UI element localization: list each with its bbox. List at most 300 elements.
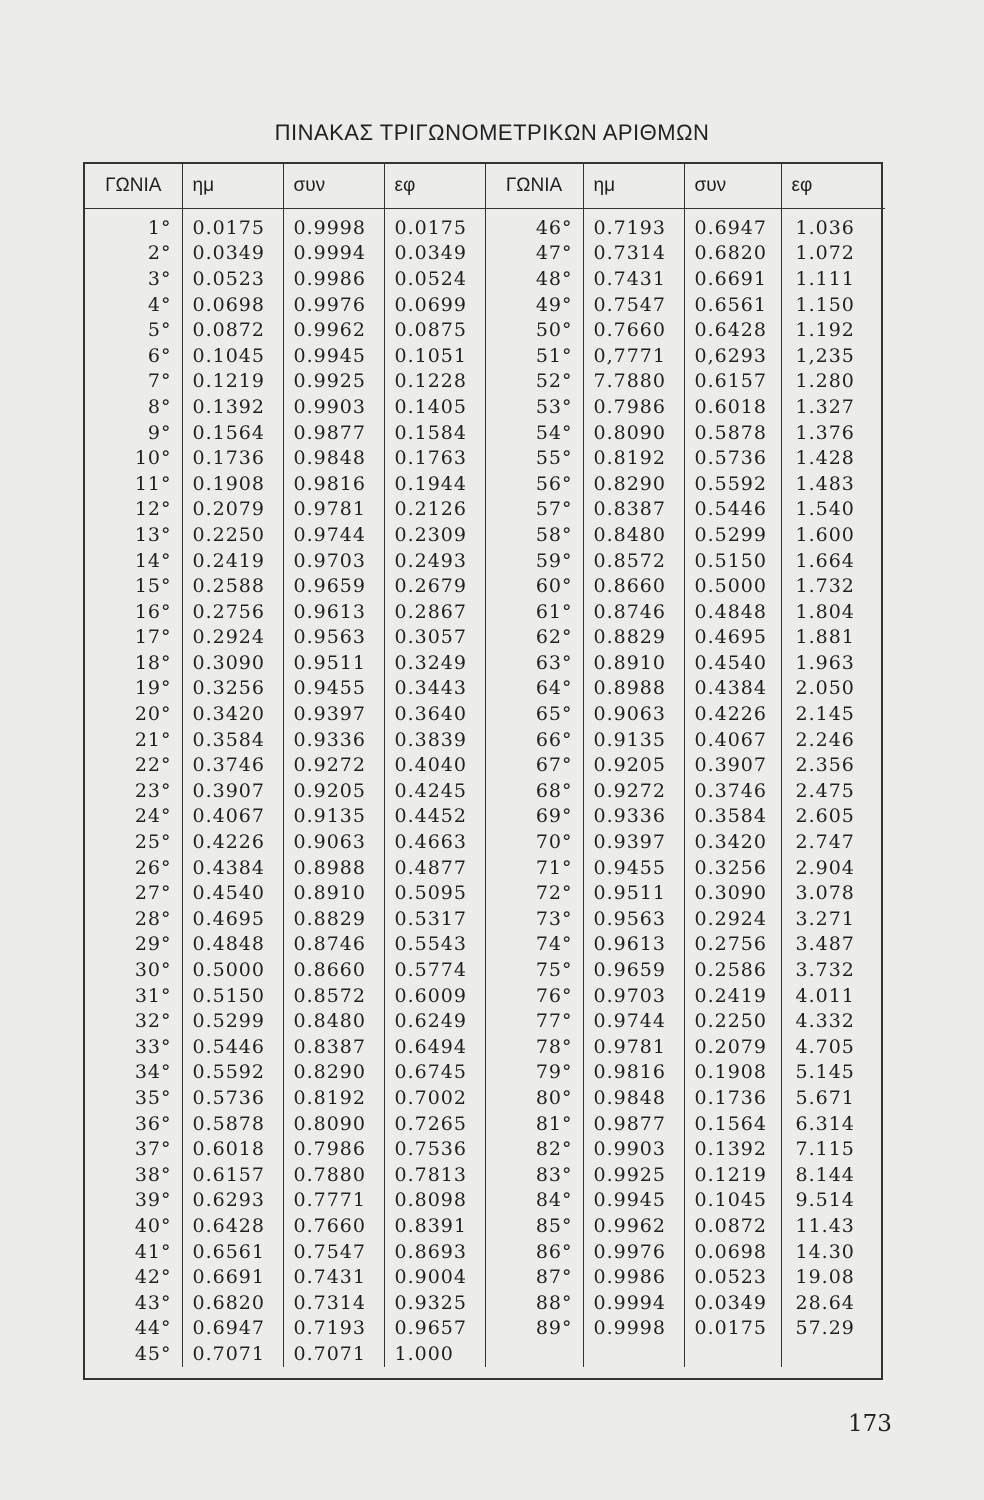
left-sin-cell: 0.1564 — [182, 420, 283, 446]
left-sin-cell: 0.0175 — [182, 209, 283, 241]
right-cos-cell: 0.0175 — [684, 1316, 781, 1342]
left-tan-cell: 0.2309 — [384, 522, 485, 548]
right-cos-cell: 0.4848 — [684, 599, 781, 625]
table-row — [85, 471, 885, 497]
left-sin-cell: 0.2756 — [182, 599, 283, 625]
right-tan-cell: 4.332 — [795, 1010, 855, 1033]
right-sin-cell: 0.9877 — [583, 1111, 684, 1137]
left-sin-cell: 0.4067 — [182, 804, 283, 830]
right-tan-cell: 1.111 — [795, 267, 855, 290]
right-cos-cell: 0.4226 — [684, 701, 781, 727]
right-sin-cell: 0.9998 — [583, 1316, 684, 1342]
left-angle-cell: 8° — [85, 394, 182, 420]
table-row — [85, 317, 885, 343]
right-tan-cell: 3.487 — [795, 933, 855, 956]
left-sin-cell: 0.0523 — [182, 266, 283, 292]
left-cos-cell: 0.9816 — [283, 471, 384, 497]
left-angle-cell: 1° — [85, 209, 182, 241]
right-cos-cell: 0.2924 — [684, 906, 781, 932]
table-row — [85, 209, 885, 241]
right-sin-cell: 0.8290 — [583, 471, 684, 497]
left-sin-cell: 0.6018 — [182, 1136, 283, 1162]
left-tan-cell: 0.1584 — [384, 420, 485, 446]
right-cos-cell: 0.3907 — [684, 752, 781, 778]
left-sin-cell: 0.5446 — [182, 1034, 283, 1060]
right-cos-cell: 0.3090 — [684, 880, 781, 906]
left-tan-cell: 0.3839 — [384, 727, 485, 753]
left-angle-cell: 39° — [85, 1188, 182, 1214]
left-cos-cell: 0.9063 — [283, 829, 384, 855]
right-sin-cell: 0.9744 — [583, 1008, 684, 1034]
right-tan-cell: 1.963 — [795, 651, 855, 674]
left-tan-cell: 0.4452 — [384, 804, 485, 830]
right-cos-cell: 0.3746 — [684, 778, 781, 804]
left-sin-cell: 0.5150 — [182, 983, 283, 1009]
header-tan-right: εφ — [781, 164, 885, 209]
table-row — [85, 804, 885, 830]
right-cos-cell: 0.6691 — [684, 266, 781, 292]
left-angle-cell: 12° — [85, 497, 182, 523]
right-cos-cell — [684, 1341, 781, 1367]
left-sin-cell: 0.3584 — [182, 727, 283, 753]
table-row — [85, 292, 885, 318]
table-row — [85, 1111, 885, 1137]
right-angle-cell: 56° — [485, 471, 583, 497]
left-angle-cell: 37° — [85, 1136, 182, 1162]
left-sin-cell: 0.5000 — [182, 957, 283, 983]
left-sin-cell: 0.3907 — [182, 778, 283, 804]
right-cos-cell: 0.2419 — [684, 983, 781, 1009]
page-title: ΠΙΝΑΚΑΣ ΤΡΙΓΩΝΟΜΕΤΡΙΚΩΝ ΑΡΙΘΜΩΝ — [274, 120, 710, 145]
left-angle-cell: 32° — [85, 1008, 182, 1034]
left-angle-cell: 29° — [85, 932, 182, 958]
left-cos-cell: 0.7547 — [283, 1239, 384, 1265]
left-tan-cell: 0.9657 — [384, 1316, 485, 1342]
right-cos-cell: 0.5446 — [684, 497, 781, 523]
right-cos-cell: 0.4384 — [684, 676, 781, 702]
left-angle-cell: 28° — [85, 906, 182, 932]
right-cos-cell: 0.1219 — [684, 1162, 781, 1188]
table-row — [85, 497, 885, 523]
right-sin-cell: 7.7880 — [583, 369, 684, 395]
right-tan-cell: 2.904 — [795, 856, 855, 879]
left-tan-cell: 0.3249 — [384, 650, 485, 676]
right-tan-cell: 3.078 — [795, 882, 855, 905]
left-angle-cell: 4° — [85, 292, 182, 318]
left-sin-cell: 0.1219 — [182, 369, 283, 395]
left-tan-cell: 0.9004 — [384, 1264, 485, 1290]
left-angle-cell: 27° — [85, 880, 182, 906]
header-angle-left: ΓΩΝΙΑ — [85, 164, 182, 209]
left-cos-cell: 0.7660 — [283, 1213, 384, 1239]
left-sin-cell: 0.6561 — [182, 1239, 283, 1265]
right-tan-cell: 5.671 — [795, 1086, 855, 1109]
table-row — [85, 752, 885, 778]
table-row — [85, 906, 885, 932]
table-row — [85, 1264, 885, 1290]
header-row — [85, 164, 885, 209]
table-row — [85, 266, 885, 292]
right-angle-cell: 88° — [485, 1290, 583, 1316]
right-sin-cell: 0.9397 — [583, 829, 684, 855]
right-angle-cell: 71° — [485, 855, 583, 881]
header-cos-left: συν — [283, 164, 384, 209]
table-row — [85, 625, 885, 651]
table-row — [85, 394, 885, 420]
left-cos-cell: 0.9781 — [283, 497, 384, 523]
left-cos-cell: 0.8660 — [283, 957, 384, 983]
left-tan-cell: 0.1763 — [384, 445, 485, 471]
left-angle-cell: 31° — [85, 983, 182, 1009]
left-tan-cell: 0.1051 — [384, 343, 485, 369]
right-tan-cell: 1.600 — [795, 523, 855, 546]
right-angle-cell: 74° — [485, 932, 583, 958]
right-tan-cell: 2.246 — [795, 728, 855, 751]
right-tan-cell: 11.43 — [795, 1214, 855, 1237]
right-tan-cell: 2.747 — [795, 831, 855, 854]
right-tan-cell: 57.29 — [795, 1317, 855, 1340]
left-angle-cell: 10° — [85, 445, 182, 471]
right-cos-cell: 0.2250 — [684, 1008, 781, 1034]
left-angle-cell: 34° — [85, 1060, 182, 1086]
left-tan-cell: 0.0875 — [384, 317, 485, 343]
left-angle-cell: 2° — [85, 241, 182, 267]
right-sin-cell: 0.8480 — [583, 522, 684, 548]
table-row — [85, 343, 885, 369]
right-cos-cell: 0.2079 — [684, 1034, 781, 1060]
right-tan-cell: 28.64 — [795, 1291, 855, 1314]
right-tan-cell — [781, 1341, 885, 1367]
right-angle-cell: 75° — [485, 957, 583, 983]
right-tan-cell: 2.050 — [795, 677, 855, 700]
left-sin-cell: 0.6691 — [182, 1264, 283, 1290]
left-sin-cell: 0.3090 — [182, 650, 283, 676]
left-angle-cell: 15° — [85, 573, 182, 599]
right-angle-cell: 70° — [485, 829, 583, 855]
right-sin-cell: 0.8387 — [583, 497, 684, 523]
left-tan-cell: 0.7002 — [384, 1085, 485, 1111]
right-sin-cell: 0,7771 — [583, 343, 684, 369]
right-angle-cell: 85° — [485, 1213, 583, 1239]
right-sin-cell: 0.8829 — [583, 625, 684, 651]
table-row — [85, 650, 885, 676]
right-angle-cell: 78° — [485, 1034, 583, 1060]
left-angle-cell: 14° — [85, 548, 182, 574]
right-sin-cell: 0.7660 — [583, 317, 684, 343]
right-sin-cell: 0.8572 — [583, 548, 684, 574]
right-tan-cell: 1.376 — [795, 421, 855, 444]
left-cos-cell: 0.8480 — [283, 1008, 384, 1034]
table-row — [85, 1008, 885, 1034]
right-angle-cell: 46° — [485, 209, 583, 241]
left-angle-cell: 24° — [85, 804, 182, 830]
right-tan-cell: 2.605 — [795, 805, 855, 828]
left-sin-cell: 0.4695 — [182, 906, 283, 932]
right-angle-cell: 64° — [485, 676, 583, 702]
table-row — [85, 1290, 885, 1316]
table-row — [85, 1060, 885, 1086]
left-tan-cell: 0.6249 — [384, 1008, 485, 1034]
left-cos-cell: 0.9848 — [283, 445, 384, 471]
table-row — [85, 1136, 885, 1162]
left-angle-cell: 38° — [85, 1162, 182, 1188]
right-cos-cell: 0.5878 — [684, 420, 781, 446]
right-tan-cell: 1.881 — [795, 626, 855, 649]
right-cos-cell: 0.3256 — [684, 855, 781, 881]
left-tan-cell: 0.1944 — [384, 471, 485, 497]
left-tan-cell: 0.0699 — [384, 292, 485, 318]
left-sin-cell: 0.3420 — [182, 701, 283, 727]
left-angle-cell: 13° — [85, 522, 182, 548]
left-cos-cell: 0.9511 — [283, 650, 384, 676]
right-cos-cell: 0.1045 — [684, 1188, 781, 1214]
table-row — [85, 241, 885, 267]
right-sin-cell: 0.8746 — [583, 599, 684, 625]
right-tan-cell: 1.804 — [795, 600, 855, 623]
table-row — [85, 983, 885, 1009]
left-angle-cell: 44° — [85, 1316, 182, 1342]
right-tan-cell: 9.514 — [795, 1189, 855, 1212]
left-sin-cell: 0.1392 — [182, 394, 283, 420]
right-tan-cell: 1.036 — [795, 216, 855, 239]
right-sin-cell: 0.7986 — [583, 394, 684, 420]
left-tan-cell: 0.4245 — [384, 778, 485, 804]
table-row — [85, 1213, 885, 1239]
right-sin-cell: 0.8192 — [583, 445, 684, 471]
left-sin-cell: 0.5878 — [182, 1111, 283, 1137]
left-cos-cell: 0.9659 — [283, 573, 384, 599]
right-cos-cell: 0.6018 — [684, 394, 781, 420]
left-tan-cell: 0.2679 — [384, 573, 485, 599]
left-angle-cell: 41° — [85, 1239, 182, 1265]
left-angle-cell: 5° — [85, 317, 182, 343]
table-row — [85, 880, 885, 906]
left-angle-cell: 3° — [85, 266, 182, 292]
left-cos-cell: 0.7431 — [283, 1264, 384, 1290]
right-tan-cell: 19.08 — [795, 1266, 855, 1289]
right-sin-cell: 0.8910 — [583, 650, 684, 676]
right-sin-cell: 0.9659 — [583, 957, 684, 983]
left-angle-cell: 25° — [85, 829, 182, 855]
left-sin-cell: 0.7071 — [182, 1341, 283, 1367]
trig-table — [85, 164, 885, 1367]
right-tan-cell: 3.271 — [795, 907, 855, 930]
right-tan-cell: 5.145 — [795, 1061, 855, 1084]
left-cos-cell: 0.9703 — [283, 548, 384, 574]
right-angle-cell: 47° — [485, 241, 583, 267]
right-cos-cell: 0.1392 — [684, 1136, 781, 1162]
left-sin-cell: 0.2588 — [182, 573, 283, 599]
right-tan-cell: 1,235 — [795, 344, 855, 367]
left-sin-cell: 0.1908 — [182, 471, 283, 497]
left-sin-cell: 0.1736 — [182, 445, 283, 471]
right-cos-cell: 0.0698 — [684, 1239, 781, 1265]
right-angle-cell: 55° — [485, 445, 583, 471]
left-sin-cell: 0.3746 — [182, 752, 283, 778]
right-cos-cell: 0.0872 — [684, 1213, 781, 1239]
table-row — [85, 573, 885, 599]
table-row — [85, 676, 885, 702]
table-row — [85, 1239, 885, 1265]
right-cos-cell: 0.4540 — [684, 650, 781, 676]
right-angle-cell: 89° — [485, 1316, 583, 1342]
header-sin-right: ημ — [583, 164, 684, 209]
right-angle-cell: 83° — [485, 1162, 583, 1188]
page-number: 173 — [848, 1411, 892, 1437]
left-cos-cell: 0.9613 — [283, 599, 384, 625]
right-cos-cell: 0.1564 — [684, 1111, 781, 1137]
left-tan-cell: 0.1405 — [384, 394, 485, 420]
table-row — [85, 778, 885, 804]
right-cos-cell: 0.3584 — [684, 804, 781, 830]
right-cos-cell: 0.6820 — [684, 241, 781, 267]
left-tan-cell: 0.3443 — [384, 676, 485, 702]
table-row — [85, 445, 885, 471]
left-sin-cell: 0.0872 — [182, 317, 283, 343]
left-cos-cell: 0.9962 — [283, 317, 384, 343]
right-cos-cell: 0.5150 — [684, 548, 781, 574]
right-angle-cell: 61° — [485, 599, 583, 625]
right-sin-cell: 0.9336 — [583, 804, 684, 830]
left-tan-cell: 0.3640 — [384, 701, 485, 727]
right-angle-cell: 50° — [485, 317, 583, 343]
left-sin-cell: 0.5736 — [182, 1085, 283, 1111]
right-tan-cell: 1.664 — [795, 549, 855, 572]
table-row — [85, 829, 885, 855]
right-sin-cell: 0.8090 — [583, 420, 684, 446]
right-tan-cell: 7.115 — [795, 1138, 855, 1161]
right-sin-cell: 0.9962 — [583, 1213, 684, 1239]
left-cos-cell: 0.8910 — [283, 880, 384, 906]
left-tan-cell: 0.5095 — [384, 880, 485, 906]
left-tan-cell: 0.4040 — [384, 752, 485, 778]
table-row — [85, 727, 885, 753]
right-sin-cell: 0.9994 — [583, 1290, 684, 1316]
left-cos-cell: 0.9336 — [283, 727, 384, 753]
right-angle-cell: 72° — [485, 880, 583, 906]
left-tan-cell: 0.7536 — [384, 1136, 485, 1162]
left-cos-cell: 0.9205 — [283, 778, 384, 804]
left-cos-cell: 0.9903 — [283, 394, 384, 420]
left-cos-cell: 0.9135 — [283, 804, 384, 830]
left-tan-cell: 0.4877 — [384, 855, 485, 881]
right-angle-cell — [485, 1341, 583, 1367]
left-cos-cell: 0.7771 — [283, 1188, 384, 1214]
left-tan-cell: 0.8391 — [384, 1213, 485, 1239]
right-sin-cell: 0.9511 — [583, 880, 684, 906]
left-angle-cell: 40° — [85, 1213, 182, 1239]
left-sin-cell: 0.6820 — [182, 1290, 283, 1316]
right-tan-cell: 1.483 — [795, 472, 855, 495]
right-angle-cell: 68° — [485, 778, 583, 804]
left-angle-cell: 20° — [85, 701, 182, 727]
right-sin-cell: 0.8988 — [583, 676, 684, 702]
right-angle-cell: 54° — [485, 420, 583, 446]
left-tan-cell: 0.7813 — [384, 1162, 485, 1188]
left-angle-cell: 11° — [85, 471, 182, 497]
right-angle-cell: 86° — [485, 1239, 583, 1265]
right-tan-cell: 1.732 — [795, 575, 855, 598]
left-sin-cell: 0.5299 — [182, 1008, 283, 1034]
left-tan-cell: 0.5543 — [384, 932, 485, 958]
left-tan-cell: 0.3057 — [384, 625, 485, 651]
left-tan-cell: 0.8098 — [384, 1188, 485, 1214]
left-sin-cell: 0.4540 — [182, 880, 283, 906]
left-sin-cell: 0.6157 — [182, 1162, 283, 1188]
right-angle-cell: 82° — [485, 1136, 583, 1162]
right-cos-cell: 0.6428 — [684, 317, 781, 343]
left-angle-cell: 18° — [85, 650, 182, 676]
left-cos-cell: 0.9994 — [283, 241, 384, 267]
left-angle-cell: 9° — [85, 420, 182, 446]
left-cos-cell: 0.7880 — [283, 1162, 384, 1188]
left-tan-cell: 0.5774 — [384, 957, 485, 983]
left-sin-cell: 0.0349 — [182, 241, 283, 267]
left-cos-cell: 0.8988 — [283, 855, 384, 881]
right-cos-cell: 0,6293 — [684, 343, 781, 369]
left-sin-cell: 0.6947 — [182, 1316, 283, 1342]
right-cos-cell: 0.6947 — [684, 209, 781, 241]
table-row — [85, 932, 885, 958]
left-sin-cell: 0.4226 — [182, 829, 283, 855]
right-tan-cell: 1.150 — [795, 293, 855, 316]
left-tan-cell: 0.6009 — [384, 983, 485, 1009]
right-angle-cell: 52° — [485, 369, 583, 395]
left-cos-cell: 0.8829 — [283, 906, 384, 932]
left-angle-cell: 33° — [85, 1034, 182, 1060]
right-angle-cell: 67° — [485, 752, 583, 778]
right-sin-cell: 0.9135 — [583, 727, 684, 753]
left-angle-cell: 17° — [85, 625, 182, 651]
right-angle-cell: 60° — [485, 573, 583, 599]
right-sin-cell: 0.9903 — [583, 1136, 684, 1162]
left-sin-cell: 0.2419 — [182, 548, 283, 574]
right-sin-cell: 0.9925 — [583, 1162, 684, 1188]
right-sin-cell: 0.9781 — [583, 1034, 684, 1060]
right-sin-cell: 0.9613 — [583, 932, 684, 958]
table-row — [85, 1341, 885, 1367]
left-cos-cell: 0.7986 — [283, 1136, 384, 1162]
table-body — [85, 209, 885, 1367]
left-cos-cell: 0.8387 — [283, 1034, 384, 1060]
left-cos-cell: 0.8290 — [283, 1060, 384, 1086]
left-tan-cell: 0.0175 — [384, 209, 485, 241]
header-cos-right: συν — [684, 164, 781, 209]
left-sin-cell: 0.4848 — [182, 932, 283, 958]
left-cos-cell: 0.9976 — [283, 292, 384, 318]
left-angle-cell: 7° — [85, 369, 182, 395]
left-tan-cell: 0.2493 — [384, 548, 485, 574]
table-row — [85, 1034, 885, 1060]
left-tan-cell: 0.0524 — [384, 266, 485, 292]
right-angle-cell: 49° — [485, 292, 583, 318]
left-cos-cell: 0.9877 — [283, 420, 384, 446]
right-sin-cell: 0.9848 — [583, 1085, 684, 1111]
right-tan-cell: 1.192 — [795, 319, 855, 342]
left-sin-cell: 0.2924 — [182, 625, 283, 651]
right-sin-cell: 0.7431 — [583, 266, 684, 292]
left-angle-cell: 21° — [85, 727, 182, 753]
right-angle-cell: 79° — [485, 1060, 583, 1086]
right-sin-cell: 0.9976 — [583, 1239, 684, 1265]
left-angle-cell: 26° — [85, 855, 182, 881]
right-tan-cell: 2.475 — [795, 779, 855, 802]
right-tan-cell: 14.30 — [795, 1240, 855, 1263]
left-sin-cell: 0.5592 — [182, 1060, 283, 1086]
right-angle-cell: 84° — [485, 1188, 583, 1214]
right-angle-cell: 51° — [485, 343, 583, 369]
left-cos-cell: 0.7071 — [283, 1341, 384, 1367]
